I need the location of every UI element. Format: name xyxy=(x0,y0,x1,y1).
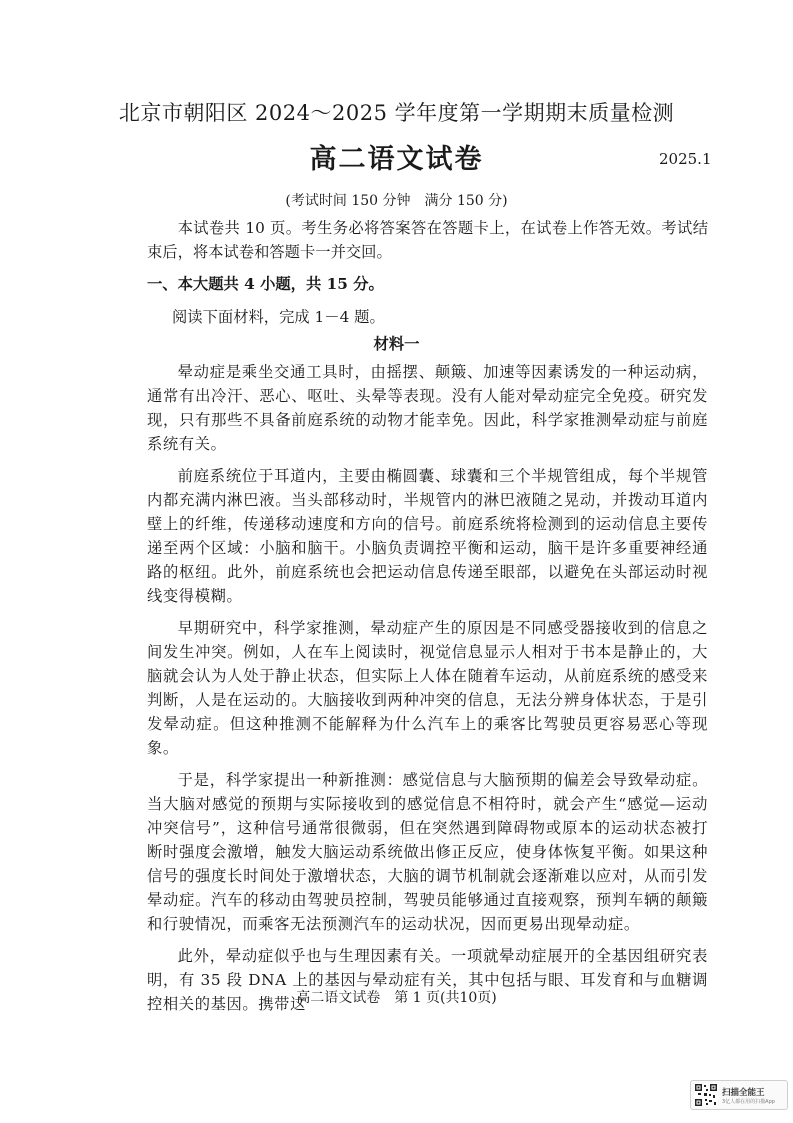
exam-title: 北京市朝阳区 2024～2025 学年度第一学期期末质量检测 xyxy=(118,101,675,125)
instructions-text: 本试卷共 10 页。考生务必将答案答在答题卡上，在试卷上作答无效。考试结束后，将本试卷和答题卡一并交回。 xyxy=(147,219,708,261)
qr-code-icon xyxy=(694,1083,718,1107)
material-title: 材料一 xyxy=(373,335,420,353)
material-paragraph: 晕动症是乘坐交通工具时，由摇摆、颠簸、加速等因素诱发的一种运动病，通常有出冷汗、恶心、呕吐、头晕等表现。没有人能对晕动症完全免疫。研究发现，只有那些不具备前庭系统的动物才能幸免。因此，科学家推测晕动症与前庭系统有关。 xyxy=(147,363,708,453)
material-paragraph: 于是，科学家提出一种新推测：感觉信息与大脑预期的偏差会导致晕动症。当大脑对感觉的预期与实际接收到的感觉信息不相符时，就会产生“感觉—运动冲突信号”，这种信号通常很微弱，但在突然遇到障碍物或原本的运动状态被打断时强度会激增，触发大脑运动系统做出修正反应，使身体恢复平衡。如果这种信号的强度长时间处于激增状态，大脑的调节机制就会逐渐难以应对，从而引发晕动症。汽车的移动由驾驶员控制，驾驶员能够通过直接观察，预判车辆的颠簸和行驶情况，而乘客无法预测汽车的运动状况，因而更易出现晕动症。 xyxy=(147,771,708,933)
scanner-subtitle: 3亿人都在用的扫描App xyxy=(722,1098,775,1105)
exam-meta: (考试时间 150 分钟 满分 150 分) xyxy=(285,193,508,209)
scanner-badge-text xyxy=(722,1086,775,1105)
material-paragraph: 早期研究中，科学家推测，晕动症产生的原因是不同感受器接收到的信息之间发生冲突。例如，人在车上阅读时，视觉信息显示人相对于书本是静止的，大脑就会认为人处于静止状态，但实际上人体在随着车运动，从前庭系统的感受来判断，人是在运动的。大脑接收到两种冲突的信息，无法分辨身体状态，于是引发晕动症。但这种推测不能解释为什么汽车上的乘客比驾驶员更容易恶心等现象。 xyxy=(147,619,708,757)
material-paragraph: 前庭系统位于耳道内，主要由椭圆囊、球囊和三个半规管组成，每个半规管内都充满内淋巴液。当头部移动时，半规管内的淋巴液随之晃动，并拨动耳道内壁上的纤维，传递移动速度和方向的信号。前庭系统将检测到的运动信息主要传递至两个区域：小脑和脑干。小脑负责调控平衡和运动，脑干是许多重要神经通路的枢纽。此外，前庭系统也会把运动信息传递至眼部，以避免在头部运动时视线变得模糊。 xyxy=(147,467,708,605)
scanner-name: 扫描全能王 xyxy=(722,1087,765,1098)
instructions xyxy=(147,216,708,264)
material-body xyxy=(147,360,708,1024)
material-paragraph: 此外，晕动症似乎也与生理因素有关。一项就晕动症展开的全基因组研究表明，有 35 段 DNA 上的基因与晕动症有关，其中包括与眼、耳发育和与血糖调控相关的基因。携带这 xyxy=(147,947,708,1013)
paper-title: 高二语文试卷 xyxy=(309,144,484,175)
paper-date: 2025.1 xyxy=(659,150,712,168)
section-heading: 一、本大题共 4 小题，共 15 分。 xyxy=(147,275,384,293)
reading-prompt: 阅读下面材料，完成 1－4 题。 xyxy=(172,308,385,326)
scanner-badge xyxy=(690,1080,788,1110)
page-footer: 高二语文试卷 第 1 页(共10页) xyxy=(296,990,497,1006)
